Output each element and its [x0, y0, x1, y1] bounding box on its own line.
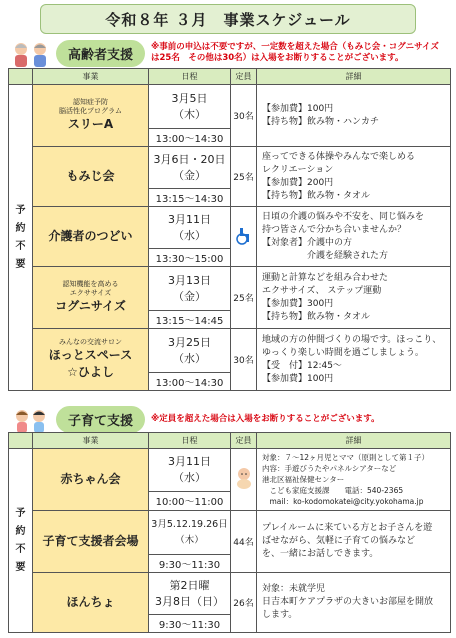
header-date: 日程	[149, 433, 231, 449]
event-name: みんなの交流サロン ほっとスペース ☆ひよし	[33, 329, 149, 391]
table-row	[9, 267, 451, 311]
event-name: もみじ会	[33, 147, 149, 207]
event-detail: 日頃の介護の悩みや不安を、同じ悩みを 持つ皆さんで分かち合いませんか？ 【対象者】介護中の方 介護を経験された方	[257, 207, 451, 267]
event-date: 3月11日 （水）	[149, 207, 231, 249]
event-time: 13:15～14:45	[149, 311, 231, 329]
event-detail: 対象：未就学児 日吉本町ケアプラザの大きいお部屋を開放 します。	[257, 573, 451, 633]
no-reservation-label: 予 約 不 要	[9, 85, 33, 391]
event-date: 3月13日 （金）	[149, 267, 231, 311]
header-capacity: 定員	[231, 433, 257, 449]
table-row	[9, 207, 451, 249]
header-date: 日程	[149, 69, 231, 85]
event-time: 13:30～15:00	[149, 249, 231, 267]
page-title: 令和８年 ３月 事業スケジュール	[40, 4, 416, 34]
event-date: 3月25日 （水）	[149, 329, 231, 373]
table-row	[9, 147, 451, 189]
child-section-note: ※定員を超えた場合は入場をお断りすることがございます。	[151, 413, 380, 424]
header-event: 事業	[33, 433, 149, 449]
event-date: 3月6日・20日 （金）	[149, 147, 231, 189]
table-row	[9, 449, 451, 492]
event-capacity: 25名	[231, 267, 257, 329]
event-date: 第2日曜 3月8日（日）	[149, 573, 231, 615]
event-date: 3月5.12.19.26日 （木）	[149, 511, 231, 555]
event-time: 13:15～14:30	[149, 189, 231, 207]
header-detail: 詳細	[257, 433, 451, 449]
elderly-schedule-table	[8, 68, 451, 391]
event-capacity: 30名	[231, 85, 257, 147]
child-schedule-table	[8, 432, 451, 633]
event-time: 9:30～11:30	[149, 615, 231, 633]
event-time: 10:00～11:00	[149, 491, 231, 510]
child-section-label: 子育て支援	[56, 406, 145, 433]
elderly-section-header	[8, 38, 447, 68]
event-date: 3月11日 （水）	[149, 449, 231, 492]
event-time: 9:30～11:30	[149, 555, 231, 573]
event-time: 13:00～14:30	[149, 373, 231, 391]
event-name: 赤ちゃん会	[33, 449, 149, 511]
event-detail: 地域の方の仲間づくりの場です。ほっこり、 ゆっくり楽しい時間を過ごしましょう。 【受 付】12:45～ 【参加費】100円	[257, 329, 451, 391]
event-time: 13:00～14:30	[149, 129, 231, 147]
event-detail: 対象：７～12ヶ月児とママ（原則として第１子） 内容：手遊びうたやパネルシアターなど 港北区福祉保健センター こども家庭支援課 電話：540-2365 mail：ko-kodomokatei@city.yokohama.jp	[257, 449, 451, 511]
header-capacity: 定員	[231, 69, 257, 85]
event-detail: プレイルームに来ている方とお子さんを遊 ばせながら、気軽に子育ての悩みなど を、一緒にお話しできます。	[257, 511, 451, 573]
elderly-couple-icon	[8, 38, 54, 68]
event-capacity: 25名	[231, 147, 257, 207]
no-reservation-label: 予 約 不 要	[9, 449, 33, 633]
header-event: 事業	[33, 69, 149, 85]
child-section-header	[8, 404, 431, 434]
event-name: 認知機能を高める エクササイズ コグニサイズ	[33, 267, 149, 329]
event-capacity: 26名	[231, 573, 257, 633]
event-name: ほんちょ	[33, 573, 149, 633]
elderly-section-note: ※事前の申込は不要ですが、一定数を超えた場合（もみじ会・コグニサイズは25名 その他は30名）は入場をお断りすることがございます。	[151, 42, 439, 63]
event-name: 介護者のつどい	[33, 207, 149, 267]
event-name: 認知症予防 脳活性化プログラム スリーA	[33, 85, 149, 147]
table-row	[9, 329, 451, 373]
event-capacity: 30名	[231, 329, 257, 391]
elderly-section-label: 高齢者支援	[56, 40, 145, 67]
event-date: 3月5日 （木）	[149, 85, 231, 129]
event-capacity: 44名	[231, 511, 257, 573]
table-row	[9, 85, 451, 129]
event-name: 子育て支援者会場	[33, 511, 149, 573]
table-row	[9, 511, 451, 555]
event-detail: 【参加費】100円 【持ち物】飲み物・ハンカチ	[257, 85, 451, 147]
event-detail: 座ってできる体操やみんなで楽しめる レクリエーション 【参加費】200円 【持ち物】飲み物・タオル	[257, 147, 451, 207]
header-detail: 詳細	[257, 69, 451, 85]
children-icon	[8, 404, 54, 434]
table-row	[9, 573, 451, 615]
wheelchair-icon	[231, 207, 257, 267]
baby-icon	[231, 449, 257, 511]
event-detail: 運動と計算などを組み合わせた エクササイズ、 ステップ運動 【参加費】300円 【持ち物】飲み物・タオル	[257, 267, 451, 329]
